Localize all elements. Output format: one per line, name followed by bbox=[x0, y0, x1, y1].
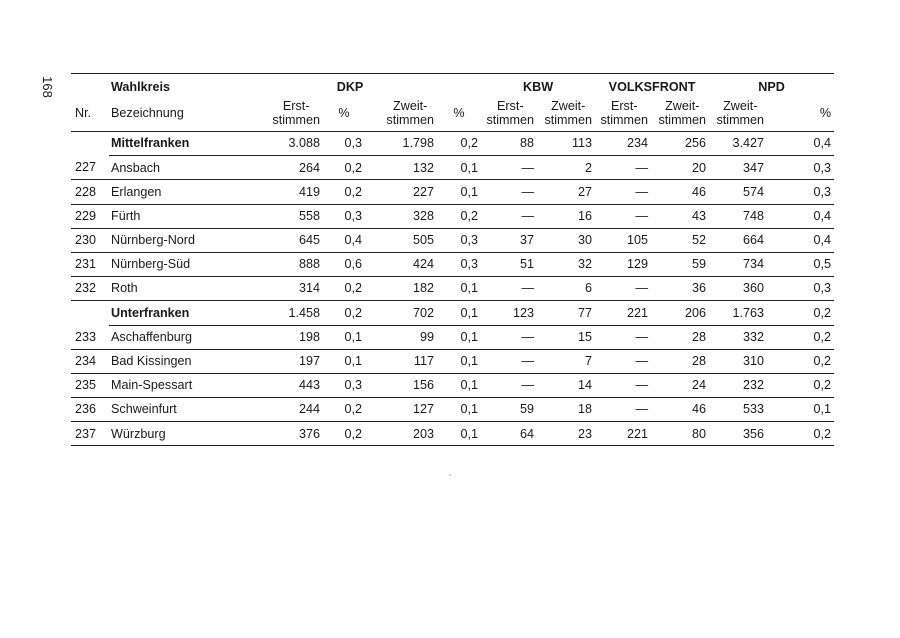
cell-dkp-zweit: 702 bbox=[365, 301, 437, 325]
cell-npd-zweit: 310 bbox=[709, 349, 767, 373]
cell-dkp-erst-pct: 0,2 bbox=[323, 301, 365, 325]
cell-volksfront-zweit: 43 bbox=[651, 204, 709, 228]
table-row bbox=[71, 204, 834, 228]
cell-npd-zweit: 332 bbox=[709, 325, 767, 349]
cell-bezeichnung: Schweinfurt bbox=[109, 398, 219, 422]
cell-dkp-erst: 197 bbox=[219, 349, 323, 373]
cell-bezeichnung: Main-Spessart bbox=[109, 373, 219, 397]
cell-dkp-erst: 558 bbox=[219, 204, 323, 228]
cell-dkp-zweit-pct: 0,1 bbox=[437, 301, 481, 325]
cell-dkp-zweit: 227 bbox=[365, 180, 437, 204]
cell-nr: 236 bbox=[71, 398, 109, 422]
cell-nr: 227 bbox=[71, 156, 109, 180]
cell-volksfront-erst: — bbox=[595, 398, 651, 422]
cell-dkp-zweit-pct: 0,1 bbox=[437, 422, 481, 446]
header-group-row bbox=[71, 74, 834, 96]
cell-bezeichnung: Nürnberg-Nord bbox=[109, 228, 219, 252]
cell-dkp-erst-pct: 0,6 bbox=[323, 252, 365, 276]
cell-bezeichnung: Würzburg bbox=[109, 422, 219, 446]
header-npd-zweitstimmen: Zweit- stimmen bbox=[709, 95, 767, 132]
cell-kbw-zweit: 2 bbox=[537, 156, 595, 180]
cell-dkp-erst-pct: 0,2 bbox=[323, 156, 365, 180]
cell-volksfront-erst: — bbox=[595, 180, 651, 204]
cell-volksfront-erst: — bbox=[595, 204, 651, 228]
cell-npd-zweit: 533 bbox=[709, 398, 767, 422]
cell-npd-pct: 0,2 bbox=[767, 422, 834, 446]
cell-nr: 231 bbox=[71, 252, 109, 276]
cell-dkp-zweit: 203 bbox=[365, 422, 437, 446]
cell-npd-zweit: 3.427 bbox=[709, 132, 767, 156]
cell-dkp-zweit: 1.798 bbox=[365, 132, 437, 156]
table-row bbox=[71, 156, 834, 180]
cell-npd-pct: 0,4 bbox=[767, 132, 834, 156]
table-row bbox=[71, 180, 834, 204]
cell-nr: 237 bbox=[71, 422, 109, 446]
cell-npd-pct: 0,3 bbox=[767, 180, 834, 204]
cell-npd-pct: 0,3 bbox=[767, 156, 834, 180]
cell-dkp-zweit: 117 bbox=[365, 349, 437, 373]
cell-volksfront-zweit: 28 bbox=[651, 349, 709, 373]
cell-nr: 228 bbox=[71, 180, 109, 204]
cell-kbw-erst: — bbox=[481, 349, 537, 373]
cell-kbw-zweit: 32 bbox=[537, 252, 595, 276]
cell-kbw-zweit: 6 bbox=[537, 277, 595, 301]
cell-kbw-zweit: 14 bbox=[537, 373, 595, 397]
cell-volksfront-erst: — bbox=[595, 156, 651, 180]
header-party-dkp: DKP bbox=[219, 74, 481, 96]
cell-dkp-zweit-pct: 0,3 bbox=[437, 228, 481, 252]
cell-volksfront-zweit: 24 bbox=[651, 373, 709, 397]
table-row bbox=[71, 373, 834, 397]
cell-dkp-erst: 419 bbox=[219, 180, 323, 204]
page-number: 168 bbox=[40, 76, 55, 98]
header-sub-row bbox=[71, 95, 834, 132]
cell-dkp-erst-pct: 0,2 bbox=[323, 277, 365, 301]
header-wahlkreis: Wahlkreis bbox=[109, 74, 219, 96]
election-results-table bbox=[71, 73, 834, 446]
cell-volksfront-erst: — bbox=[595, 373, 651, 397]
cell-npd-zweit: 356 bbox=[709, 422, 767, 446]
cell-npd-pct: 0,2 bbox=[767, 301, 834, 325]
cell-dkp-erst-pct: 0,1 bbox=[323, 325, 365, 349]
header-dkp-erst-percent: % bbox=[323, 95, 365, 132]
header-npd-percent: % bbox=[767, 95, 834, 132]
cell-dkp-erst: 244 bbox=[219, 398, 323, 422]
table-row bbox=[71, 398, 834, 422]
cell-volksfront-zweit: 28 bbox=[651, 325, 709, 349]
header-kbw-erststimmen: Erst- stimmen bbox=[481, 95, 537, 132]
cell-bezeichnung: Aschaffenburg bbox=[109, 325, 219, 349]
cell-nr: 230 bbox=[71, 228, 109, 252]
region-row bbox=[71, 132, 834, 156]
cell-nr: 234 bbox=[71, 349, 109, 373]
cell-dkp-zweit: 99 bbox=[365, 325, 437, 349]
cell-kbw-zweit: 27 bbox=[537, 180, 595, 204]
cell-volksfront-zweit: 80 bbox=[651, 422, 709, 446]
cell-dkp-zweit-pct: 0,2 bbox=[437, 132, 481, 156]
cell-dkp-erst: 645 bbox=[219, 228, 323, 252]
table-row bbox=[71, 277, 834, 301]
cell-kbw-erst: 88 bbox=[481, 132, 537, 156]
cell-npd-zweit: 574 bbox=[709, 180, 767, 204]
cell-volksfront-zweit: 206 bbox=[651, 301, 709, 325]
cell-bezeichnung: Bad Kissingen bbox=[109, 349, 219, 373]
header-bezeichnung: Bezeichnung bbox=[109, 95, 219, 132]
cell-npd-pct: 0,2 bbox=[767, 373, 834, 397]
cell-volksfront-erst: 221 bbox=[595, 422, 651, 446]
cell-dkp-erst-pct: 0,2 bbox=[323, 180, 365, 204]
cell-dkp-erst: 264 bbox=[219, 156, 323, 180]
header-party-npd: NPD bbox=[709, 74, 834, 96]
cell-kbw-erst: 59 bbox=[481, 398, 537, 422]
scan-speck bbox=[449, 474, 451, 476]
cell-dkp-erst: 3.088 bbox=[219, 132, 323, 156]
cell-kbw-erst: — bbox=[481, 204, 537, 228]
cell-volksfront-erst: — bbox=[595, 349, 651, 373]
cell-kbw-zweit: 30 bbox=[537, 228, 595, 252]
cell-kbw-zweit: 113 bbox=[537, 132, 595, 156]
cell-npd-pct: 0,5 bbox=[767, 252, 834, 276]
cell-dkp-zweit: 328 bbox=[365, 204, 437, 228]
cell-kbw-zweit: 15 bbox=[537, 325, 595, 349]
cell-volksfront-zweit: 46 bbox=[651, 398, 709, 422]
table-body bbox=[71, 132, 834, 446]
cell-volksfront-zweit: 46 bbox=[651, 180, 709, 204]
cell-volksfront-zweit: 20 bbox=[651, 156, 709, 180]
cell-npd-zweit: 232 bbox=[709, 373, 767, 397]
cell-nr: 232 bbox=[71, 277, 109, 301]
cell-region-name: Unterfranken bbox=[109, 301, 219, 325]
cell-dkp-zweit-pct: 0,1 bbox=[437, 325, 481, 349]
cell-volksfront-erst: — bbox=[595, 277, 651, 301]
cell-npd-pct: 0,3 bbox=[767, 277, 834, 301]
cell-kbw-erst: — bbox=[481, 180, 537, 204]
cell-kbw-erst: — bbox=[481, 277, 537, 301]
cell-npd-zweit: 347 bbox=[709, 156, 767, 180]
cell-npd-zweit: 748 bbox=[709, 204, 767, 228]
cell-npd-zweit: 734 bbox=[709, 252, 767, 276]
cell-volksfront-erst: 105 bbox=[595, 228, 651, 252]
cell-dkp-zweit-pct: 0,1 bbox=[437, 398, 481, 422]
cell-dkp-zweit: 424 bbox=[365, 252, 437, 276]
cell-bezeichnung: Ansbach bbox=[109, 156, 219, 180]
cell-npd-pct: 0,1 bbox=[767, 398, 834, 422]
cell-dkp-erst-pct: 0,2 bbox=[323, 422, 365, 446]
cell-dkp-zweit: 505 bbox=[365, 228, 437, 252]
table-row bbox=[71, 252, 834, 276]
cell-kbw-erst: — bbox=[481, 156, 537, 180]
cell-volksfront-zweit: 59 bbox=[651, 252, 709, 276]
cell-volksfront-erst: 234 bbox=[595, 132, 651, 156]
cell-dkp-zweit: 182 bbox=[365, 277, 437, 301]
cell-dkp-erst-pct: 0,2 bbox=[323, 398, 365, 422]
header-volksfront-zweitstimmen: Zweit- stimmen bbox=[651, 95, 709, 132]
cell-dkp-erst: 198 bbox=[219, 325, 323, 349]
cell-dkp-erst-pct: 0,3 bbox=[323, 373, 365, 397]
cell-bezeichnung: Fürth bbox=[109, 204, 219, 228]
cell-dkp-zweit-pct: 0,1 bbox=[437, 373, 481, 397]
cell-dkp-erst: 376 bbox=[219, 422, 323, 446]
cell-dkp-zweit-pct: 0,2 bbox=[437, 204, 481, 228]
cell-dkp-zweit: 132 bbox=[365, 156, 437, 180]
cell-npd-pct: 0,2 bbox=[767, 325, 834, 349]
cell-kbw-zweit: 7 bbox=[537, 349, 595, 373]
cell-dkp-zweit-pct: 0,3 bbox=[437, 252, 481, 276]
cell-dkp-zweit-pct: 0,1 bbox=[437, 349, 481, 373]
cell-kbw-erst: — bbox=[481, 373, 537, 397]
cell-nr bbox=[71, 132, 109, 156]
cell-nr: 229 bbox=[71, 204, 109, 228]
cell-kbw-zweit: 18 bbox=[537, 398, 595, 422]
cell-bezeichnung: Erlangen bbox=[109, 180, 219, 204]
table-row bbox=[71, 422, 834, 446]
cell-kbw-erst: 123 bbox=[481, 301, 537, 325]
header-kbw-zweitstimmen: Zweit- stimmen bbox=[537, 95, 595, 132]
cell-kbw-zweit: 16 bbox=[537, 204, 595, 228]
cell-npd-pct: 0,4 bbox=[767, 204, 834, 228]
cell-kbw-erst: 37 bbox=[481, 228, 537, 252]
header-dkp-zweitstimmen: Zweit- stimmen bbox=[365, 95, 437, 132]
cell-kbw-zweit: 77 bbox=[537, 301, 595, 325]
cell-bezeichnung: Nürnberg-Süd bbox=[109, 252, 219, 276]
cell-volksfront-zweit: 256 bbox=[651, 132, 709, 156]
cell-volksfront-erst: — bbox=[595, 325, 651, 349]
table-row bbox=[71, 325, 834, 349]
cell-dkp-erst-pct: 0,4 bbox=[323, 228, 365, 252]
cell-dkp-zweit-pct: 0,1 bbox=[437, 156, 481, 180]
cell-nr: 235 bbox=[71, 373, 109, 397]
cell-nr: 233 bbox=[71, 325, 109, 349]
cell-dkp-erst: 443 bbox=[219, 373, 323, 397]
header-party-kbw: KBW bbox=[481, 74, 595, 96]
cell-volksfront-erst: 221 bbox=[595, 301, 651, 325]
cell-dkp-zweit-pct: 0,1 bbox=[437, 180, 481, 204]
cell-dkp-erst: 1.458 bbox=[219, 301, 323, 325]
cell-dkp-erst: 888 bbox=[219, 252, 323, 276]
cell-dkp-erst-pct: 0,1 bbox=[323, 349, 365, 373]
header-party-volksfront: VOLKSFRONT bbox=[595, 74, 709, 96]
header-dkp-erststimmen: Erst- stimmen bbox=[219, 95, 323, 132]
table-row bbox=[71, 228, 834, 252]
cell-dkp-zweit: 156 bbox=[365, 373, 437, 397]
cell-dkp-zweit: 127 bbox=[365, 398, 437, 422]
cell-bezeichnung: Roth bbox=[109, 277, 219, 301]
cell-npd-zweit: 1.763 bbox=[709, 301, 767, 325]
cell-npd-zweit: 664 bbox=[709, 228, 767, 252]
cell-volksfront-zweit: 36 bbox=[651, 277, 709, 301]
cell-kbw-zweit: 23 bbox=[537, 422, 595, 446]
cell-dkp-erst: 314 bbox=[219, 277, 323, 301]
cell-kbw-erst: — bbox=[481, 325, 537, 349]
cell-volksfront-zweit: 52 bbox=[651, 228, 709, 252]
cell-npd-pct: 0,2 bbox=[767, 349, 834, 373]
header-dkp-zweit-percent: % bbox=[437, 95, 481, 132]
cell-dkp-erst-pct: 0,3 bbox=[323, 132, 365, 156]
header-volksfront-erststimmen: Erst- stimmen bbox=[595, 95, 651, 132]
cell-npd-pct: 0,4 bbox=[767, 228, 834, 252]
cell-dkp-zweit-pct: 0,1 bbox=[437, 277, 481, 301]
cell-kbw-erst: 64 bbox=[481, 422, 537, 446]
cell-kbw-erst: 51 bbox=[481, 252, 537, 276]
cell-volksfront-erst: 129 bbox=[595, 252, 651, 276]
region-row bbox=[71, 301, 834, 325]
cell-npd-zweit: 360 bbox=[709, 277, 767, 301]
cell-dkp-erst-pct: 0,3 bbox=[323, 204, 365, 228]
cell-region-name: Mittelfranken bbox=[109, 132, 219, 156]
cell-nr bbox=[71, 301, 109, 325]
header-nr: Nr. bbox=[71, 95, 109, 132]
table-row bbox=[71, 349, 834, 373]
